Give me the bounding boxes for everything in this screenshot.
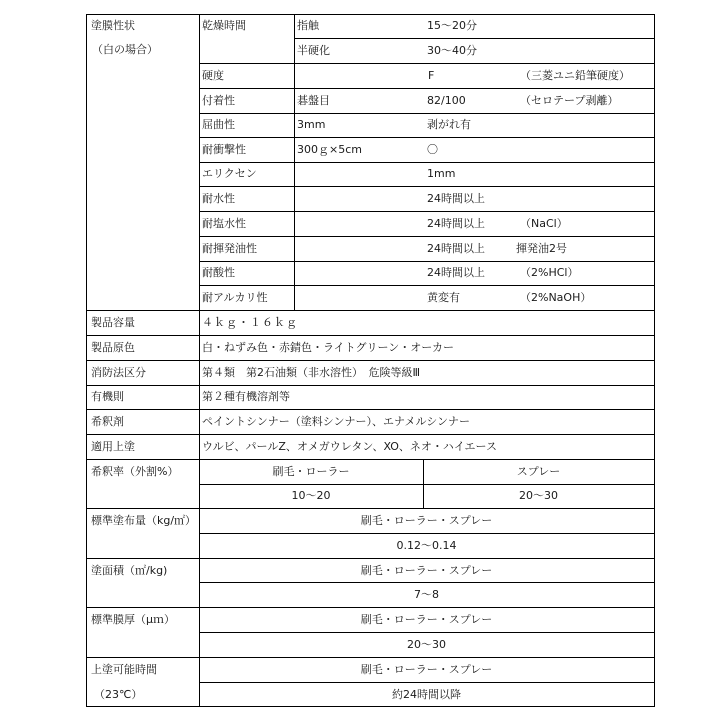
adhesion-value: 82/100 — [427, 94, 466, 107]
section-divider — [86, 385, 655, 386]
flexibility-condition: 3mm — [297, 118, 326, 131]
alkali-value: 黄変有 — [427, 291, 460, 304]
touch-dry-value: 15～20分 — [427, 19, 477, 32]
volatile-oil-value: 24時間以上 — [427, 242, 485, 255]
row-divider — [294, 38, 655, 39]
sub-divider — [199, 632, 655, 633]
hardness-label: 硬度 — [202, 69, 224, 82]
row-divider — [199, 137, 655, 138]
recoat-header: 刷毛・ローラー・スプレー — [360, 663, 493, 676]
section-divider — [86, 409, 655, 410]
section-divider — [86, 310, 655, 311]
row-divider — [199, 236, 655, 237]
semi-hard-label: 半硬化 — [297, 44, 330, 57]
erichsen-value: 1mm — [427, 167, 456, 180]
row-divider — [199, 113, 655, 114]
sub-divider — [199, 682, 655, 683]
row-divider — [199, 162, 655, 163]
table-border-bottom — [86, 706, 655, 707]
coverage-value: 7～8 — [414, 588, 439, 601]
impact-label: 耐衝撃性 — [202, 143, 246, 156]
acid-note: （2%HCl） — [520, 266, 579, 279]
recoat-sublabel: （23℃） — [94, 688, 143, 701]
capacity-value: ４ｋｇ・１６ｋｇ — [202, 316, 298, 329]
section-divider — [86, 335, 655, 336]
capacity-label: 製品容量 — [91, 316, 135, 329]
row-divider — [199, 261, 655, 262]
alkali-label: 耐アルカリ性 — [202, 291, 268, 304]
salt-water-note: （NaCl） — [520, 217, 568, 230]
row-divider — [199, 211, 655, 212]
volatile-oil-note: 揮発油2号 — [516, 242, 567, 255]
acid-value: 24時間以上 — [427, 266, 485, 279]
semi-hard-value: 30～40分 — [427, 44, 477, 57]
row-divider — [199, 88, 655, 89]
topcoat-value: ウルビ、パールZ、オメガウレタン、XO、ネオ・ハイエース — [202, 440, 497, 453]
thickness-label: 標準膜厚（μｍ） — [91, 613, 175, 626]
adhesion-method: 碁盤目 — [297, 94, 330, 107]
spec-table — [86, 14, 655, 707]
touch-dry-label: 指触 — [297, 19, 319, 32]
film-properties-sublabel: （白の場合） — [92, 43, 158, 56]
colors-label: 製品原色 — [91, 341, 135, 354]
thinner-value: ペイントシンナー（塗料シンナー）、エナメルシンナー — [202, 415, 470, 428]
dilution-brush-header: 刷毛・ローラー — [272, 465, 350, 478]
fire-law-value: 第４類 第2石油類（非水溶性） 危険等級Ⅲ — [202, 366, 421, 379]
acid-label: 耐酸性 — [202, 266, 235, 279]
dilution-spray-header: スプレー — [516, 465, 561, 478]
hardness-value: F — [428, 69, 435, 82]
table-border-top — [86, 14, 655, 15]
section-divider — [86, 434, 655, 435]
organic-rule-label: 有機則 — [91, 390, 124, 403]
impact-value: 〇 — [427, 143, 438, 156]
adhesion-label: 付着性 — [202, 94, 235, 107]
impact-condition: 300ｇ×5cm — [297, 143, 362, 156]
dilution-label: 希釈率（外割%） — [91, 465, 179, 478]
volatile-oil-label: 耐揮発油性 — [202, 242, 257, 255]
flexibility-value: 剥がれ有 — [427, 118, 471, 131]
alkali-note: （2%NaOH） — [520, 291, 592, 304]
row-divider — [199, 285, 655, 286]
film-properties-label: 塗膜性状 — [91, 19, 135, 32]
spread-rate-label: 標準塗布量（kg/㎡） — [91, 514, 197, 527]
hardness-note: （三菱ユニ鉛筆硬度） — [520, 69, 630, 82]
section-divider — [86, 558, 655, 559]
recoat-value: 約24時間以降 — [392, 688, 461, 701]
section-divider — [86, 657, 655, 658]
water-resistance-label: 耐水性 — [202, 192, 235, 205]
thinner-label: 希釈剤 — [91, 415, 124, 428]
section-divider — [86, 508, 655, 509]
dilution-spray-value: 20～30 — [519, 489, 558, 502]
row-divider — [199, 186, 655, 187]
colors-value: 白・ねずみ色・赤錆色・ライトグリーン・オーカー — [202, 341, 455, 354]
coverage-header: 刷毛・ローラー・スプレー — [360, 564, 493, 577]
spread-rate-value: 0.12～0.14 — [396, 539, 457, 552]
recoat-label: 上塗可能時間 — [91, 663, 157, 676]
salt-water-value: 24時間以上 — [427, 217, 485, 230]
row-divider — [199, 63, 655, 64]
section-divider — [86, 459, 655, 460]
erichsen-label: エリクセン — [202, 167, 257, 180]
drying-time-label: 乾燥時間 — [202, 19, 246, 32]
section-divider — [86, 360, 655, 361]
sub-divider — [199, 533, 655, 534]
adhesion-note: （セロテープ剥離） — [520, 94, 619, 107]
coverage-label: 塗面積（㎡/kg) — [91, 564, 168, 577]
sub-divider — [199, 484, 655, 485]
salt-water-label: 耐塩水性 — [202, 217, 246, 230]
organic-rule-value: 第２種有機溶剤等 — [202, 390, 290, 403]
flexibility-label: 屈曲性 — [202, 118, 235, 131]
thickness-header: 刷毛・ローラー・スプレー — [360, 613, 493, 626]
fire-law-label: 消防法区分 — [91, 366, 146, 379]
water-resistance-value: 24時間以上 — [427, 192, 485, 205]
dilution-brush-value: 10～20 — [291, 489, 331, 502]
section-divider — [86, 607, 655, 608]
topcoat-label: 適用上塗 — [91, 440, 135, 453]
spread-rate-header: 刷毛・ローラー・スプレー — [360, 514, 493, 527]
thickness-value: 20～30 — [407, 638, 446, 651]
sub-divider — [199, 582, 655, 583]
